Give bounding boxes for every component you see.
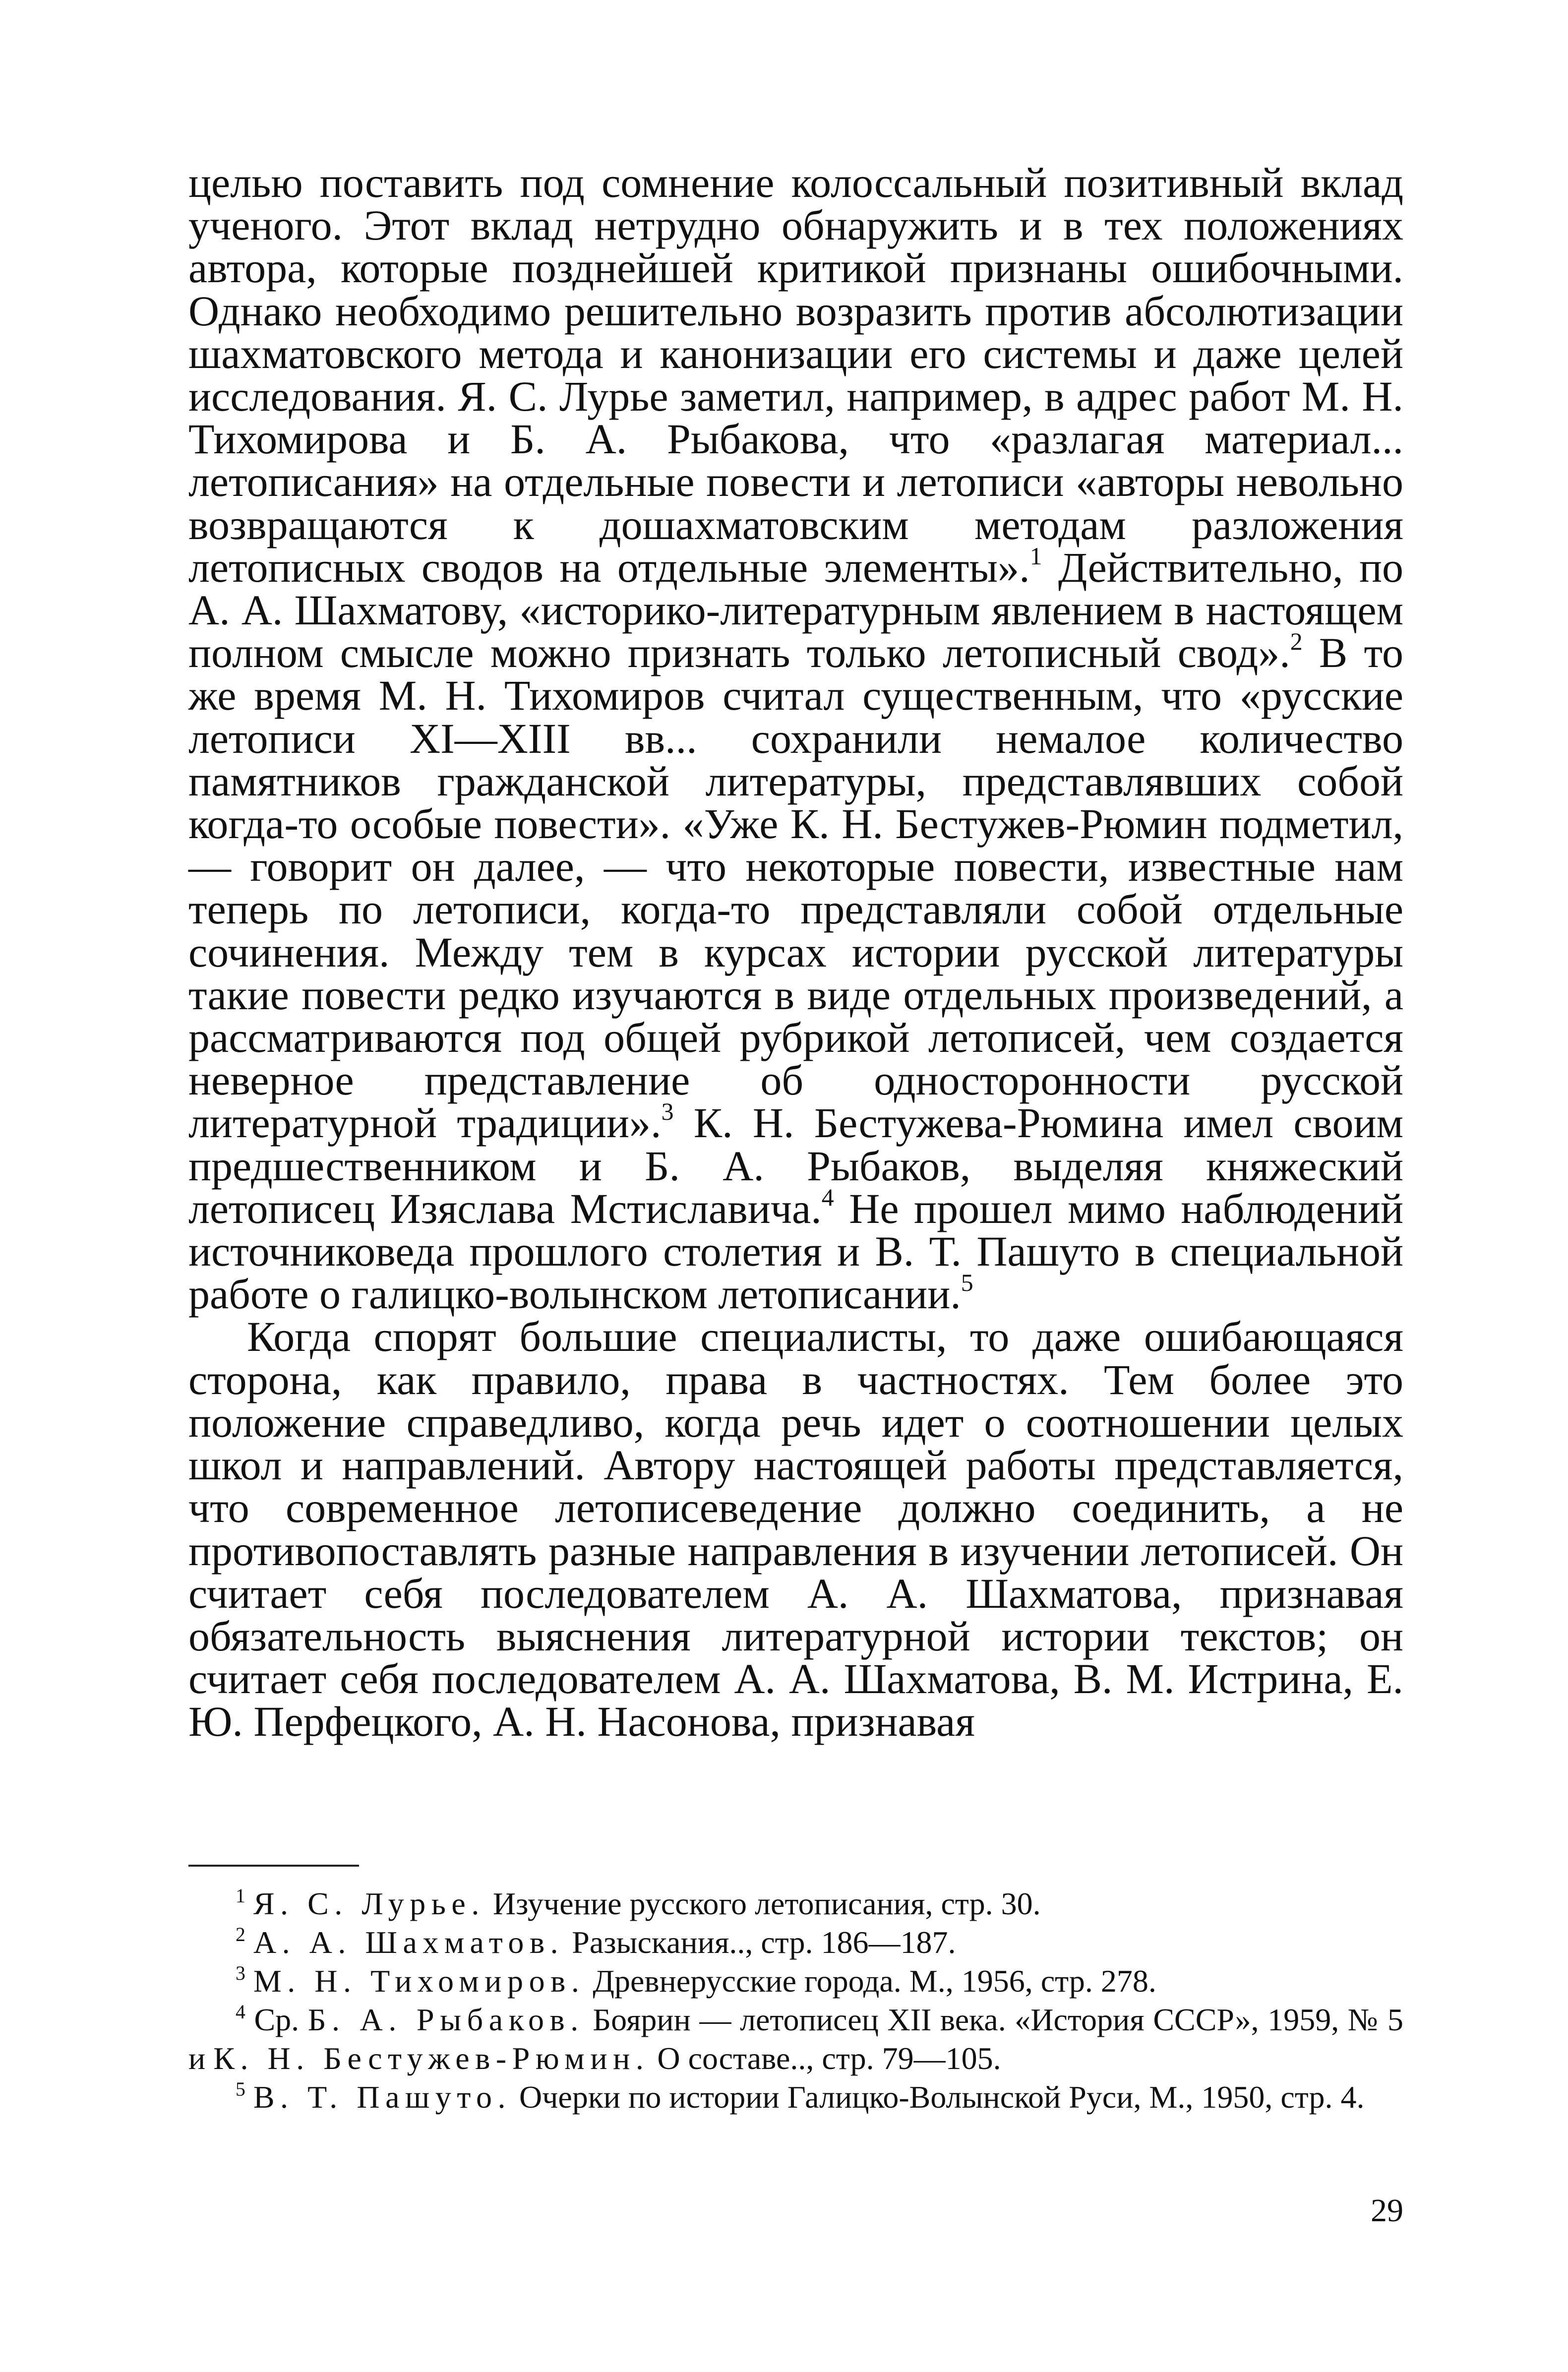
footnote-ref-2: 2 <box>1290 628 1303 656</box>
footnote-author: Б. А. Рыбаков. <box>307 2002 584 2037</box>
paragraph-1-part-d: К. Н. Бестужева-Рюмина имел своим предшественником и Б. А. Рыбаков, выделяя княжеский летописец Изяслава Мстиславича. <box>188 1099 1403 1232</box>
paragraph-1-part-b: Действительно, по А. А. Шахматову, «историко-литературным явлением в настоящем полном смысле можно признать только летописный свод». <box>188 543 1403 677</box>
footnote-5 <box>188 2078 1403 2117</box>
footnote-text: Боярин — летописец XII века. «История СССР», 1959, № 5 и <box>188 2002 1404 2076</box>
footnote-number: 4 <box>236 2001 245 2023</box>
footnote-separator <box>188 1865 359 1867</box>
footnote-prefix: Ср. <box>254 2002 308 2037</box>
footnote-text: Древнерусские города. М., 1956, стр. 278. <box>585 1963 1156 1999</box>
footnote-text-2: О составе.., стр. 79—105. <box>649 2041 1001 2076</box>
footnote-text: Изучение русского летописания, стр. 30. <box>484 1886 1041 1921</box>
paragraph-1-part-c: В то же время М. Н. Тихомиров считал существенным, что «русские летописи XI—XIII вв... сохранили немалое количество памятников гражданской литературы, представлявших собой когда-то особые повести». «Уже К. Н. Бестужев-Рюмин подметил, — говорит он далее, — что некоторые повести, известные нам теперь по летописи, когда-то представляли собой отдельные сочинения. Между тем в курсах истории русской литературы такие повести редко изучаются в виде отдельных произведений, а рассматриваются под общей рубрикой летописей, чем создается неверное представление об односторонности русской литературной традиции». <box>188 629 1403 1147</box>
footnote-number: 2 <box>236 1924 245 1946</box>
main-text <box>188 159 1403 1746</box>
footnote-ref-3: 3 <box>661 1098 674 1126</box>
footnote-2 <box>188 1923 1403 1962</box>
footnote-author: Я. С. Лурье. <box>253 1886 485 1921</box>
footnote-author: А. А. Шахматов. <box>253 1925 564 1960</box>
footnote-1 <box>188 1885 1403 1923</box>
paragraph-1 <box>188 159 1403 1318</box>
footnote-author: В. Т. Пашуто. <box>253 2079 512 2115</box>
footnote-number: 1 <box>236 1885 245 1907</box>
paragraph-1-part-e: Не прошел мимо наблюдений источниковеда прошлого столетия и В. Т. Пашуто в специальной работе о галицко-волынском летописании. <box>188 1184 1403 1318</box>
paragraph-1-part-a: целью поставить под сомнение колоссальный позитивный вклад ученого. Этот вклад нетрудно обнаружить и в тех положениях автора, которые позднейшей критикой признаны ошибочными. Однако необходимо решительно возразить против абсолютизации шахматовского метода и канонизации его системы и даже целей исследования. Я. С. Лурье заметил, например, в адрес работ М. Н. Тихомирова и Б. А. Рыбакова, что «разлагая материал... летописания» на отдельные повести и летописи «авторы невольно возвращаются к дошахматовским методам разложения летописных сводов на отдельные элементы». <box>188 159 1403 591</box>
paragraph-2: Когда спорят большие специалисты, то даже ошибающаяся сторона, как правило, права в частностях. Тем более это положение справедливо, когда речь идет о соотношении целых школ и направлений. Автору настоящей работы представляется, что современное летописеведение должно соединить, а не противопоставлять разные направления в изучении летописей. Он считает себя последователем А. А. Шахматова, признавая обязательность выяснения литературной истории текстов; он считает себя последователем А. А. Шахматова, В. М. Истрина, Е. Ю. Перфецкого, А. Н. Насонова, признавая <box>188 1313 1403 1746</box>
footnote-ref-5: 5 <box>961 1269 973 1297</box>
footnote-3 <box>188 1962 1403 2001</box>
footnote-text: Разыскания.., стр. 186—187. <box>564 1925 956 1960</box>
footnote-author-2: К. Н. Бестужев-Рюмин. <box>213 2041 650 2076</box>
footnote-ref-1: 1 <box>1029 542 1042 570</box>
footnote-text: Очерки по истории Галицко-Волынской Руси, М., 1950, стр. 4. <box>511 2079 1365 2115</box>
footnote-number: 3 <box>236 1962 245 1985</box>
footnote-author: М. Н. Тихомиров. <box>253 1963 585 1999</box>
footnotes <box>188 1885 1403 2117</box>
footnote-ref-4: 4 <box>821 1183 834 1211</box>
page-number: 29 <box>1371 2192 1403 2229</box>
footnote-4 <box>188 2001 1403 2078</box>
footnote-number: 5 <box>236 2078 245 2101</box>
